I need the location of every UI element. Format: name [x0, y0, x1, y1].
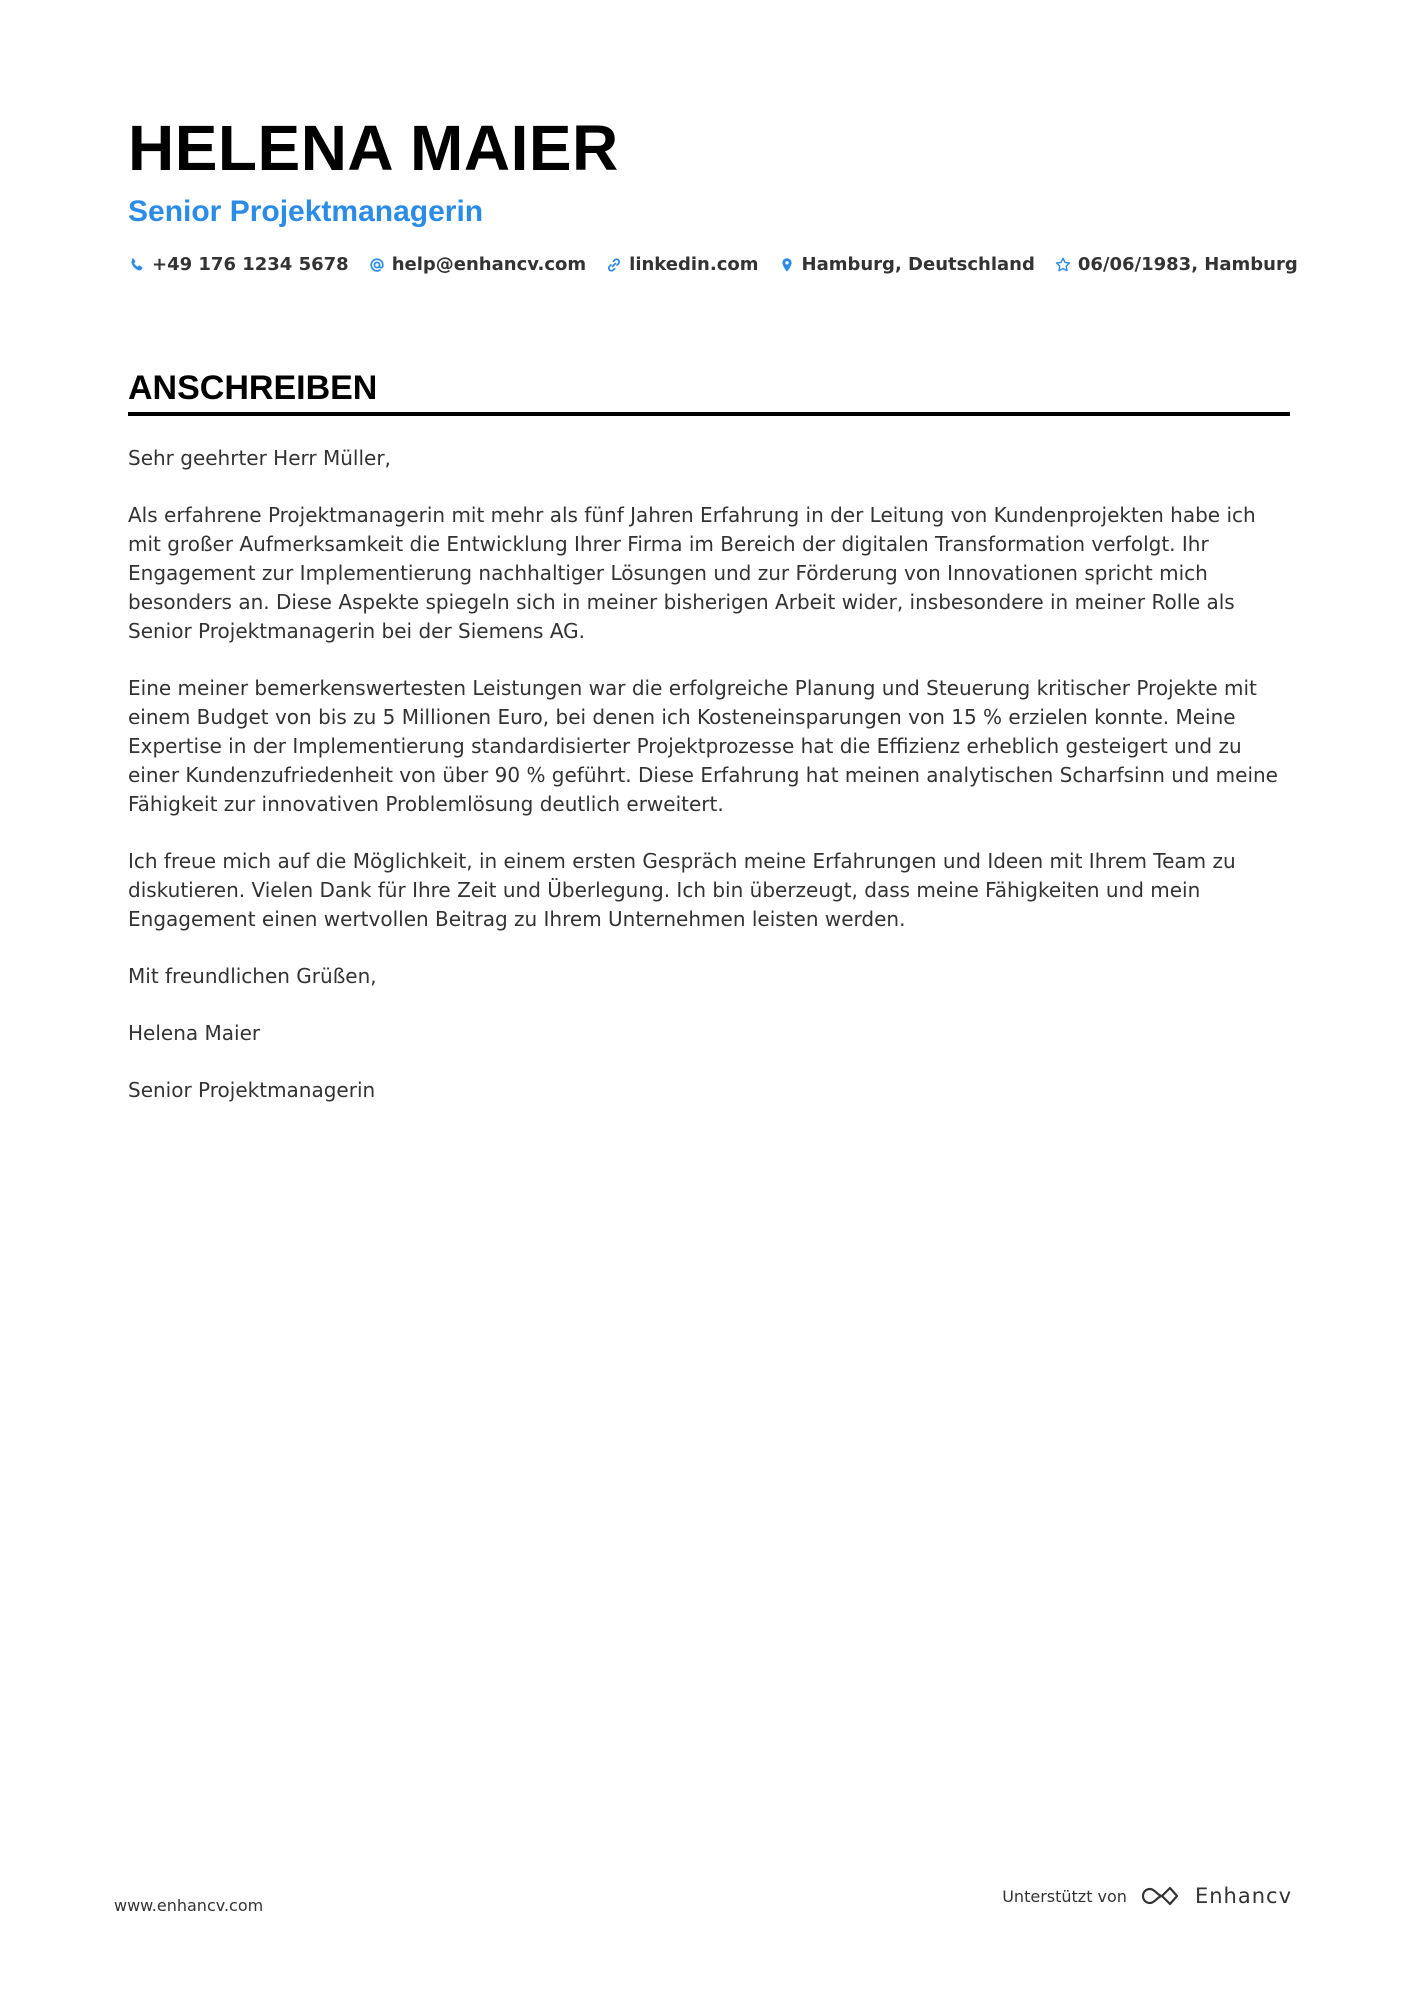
powered-by[interactable]	[1002, 1884, 1292, 1908]
contact-info	[128, 254, 1298, 275]
contact-linkedin[interactable]	[605, 254, 758, 275]
section-divider	[128, 412, 1290, 416]
linkedin-text: linkedin.com	[629, 254, 759, 275]
paragraph: Ich freue mich auf die Möglichkeit, in einem ersten Gespräch meine Erfahrungen und Ideen mit Ihrem Team zu diskutieren. Vielen Dank für Ihre Zeit und Überlegung. Ich bin überzeugt, dass meine Fähigkeiten und mein Engagement einen wertvollen Beitrag zu Ihrem Unternehmen leisten werden.	[128, 849, 1236, 931]
job-title: Senior Projektmanagerin	[128, 195, 484, 228]
powered-by-label: Unterstützt von	[1002, 1886, 1127, 1906]
candidate-name: HELENA MAIER	[128, 112, 619, 184]
at-icon	[368, 256, 386, 274]
contact-birth	[1054, 254, 1298, 275]
phone-icon	[128, 256, 146, 274]
footer-website[interactable]: www.enhancv.com	[114, 1896, 264, 1915]
link-icon	[605, 256, 623, 274]
birth-text: 06/06/1983, Hamburg	[1077, 254, 1298, 275]
signature-title: Senior Projektmanagerin	[128, 1078, 376, 1102]
paragraph: Eine meiner bemerkenswertesten Leistungen war die erfolgreiche Planung und Steuerung kritischer Projekte mit einem Budget von bis zu 5 Millionen Euro, bei denen ich Kosteneinsparungen von 15 % erzielen konnte. Meine Expertise in der Implementierung standardisierter Projektprozesse hat die Effizienz erheblich gesteigert und zu einer Kundenzufriedenheit von über 90 % geführt. Diese Erfahrung hat meinen analytischen Scharfsinn und meine Fähigkeit zur innovativen Problemlösung deutlich erweitert.	[128, 676, 1278, 816]
contact-phone	[128, 254, 349, 275]
header	[128, 108, 1298, 275]
star-icon	[1054, 256, 1072, 274]
location-pin-icon	[778, 256, 796, 274]
cover-letter-section	[128, 366, 1290, 1133]
location-text: Hamburg, Deutschland	[801, 254, 1035, 275]
contact-location	[778, 254, 1035, 275]
contact-email[interactable]	[368, 254, 586, 275]
brand-name: Enhancv	[1194, 1884, 1292, 1908]
section-title: ANSCHREIBEN	[128, 369, 378, 407]
email-text: help@enhancv.com	[391, 254, 587, 275]
closing: Mit freundlichen Grüßen,	[128, 964, 377, 988]
enhancv-logo-icon	[1139, 1884, 1185, 1908]
salutation: Sehr geehrter Herr Müller,	[128, 446, 391, 470]
phone-text: +49 176 1234 5678	[152, 254, 349, 275]
letter-body	[128, 444, 1290, 1105]
paragraph: Als erfahrene Projektmanagerin mit mehr als fünf Jahren Erfahrung in der Leitung von Kundenprojekten habe ich mit großer Aufmerksamkeit die Entwicklung Ihrer Firma im Bereich der digitalen Transformation verfolgt. Ihr Engagement zur Implementierung nachhaltiger Lösungen und zur Förderung von Innovationen spricht mich besonders an. Diese Aspekte spiegeln sich in meiner bisherigen Arbeit wider, insbesondere in meiner Rolle als Senior Projektmanagerin bei der Siemens AG.	[128, 503, 1256, 643]
signature-name: Helena Maier	[128, 1021, 261, 1045]
